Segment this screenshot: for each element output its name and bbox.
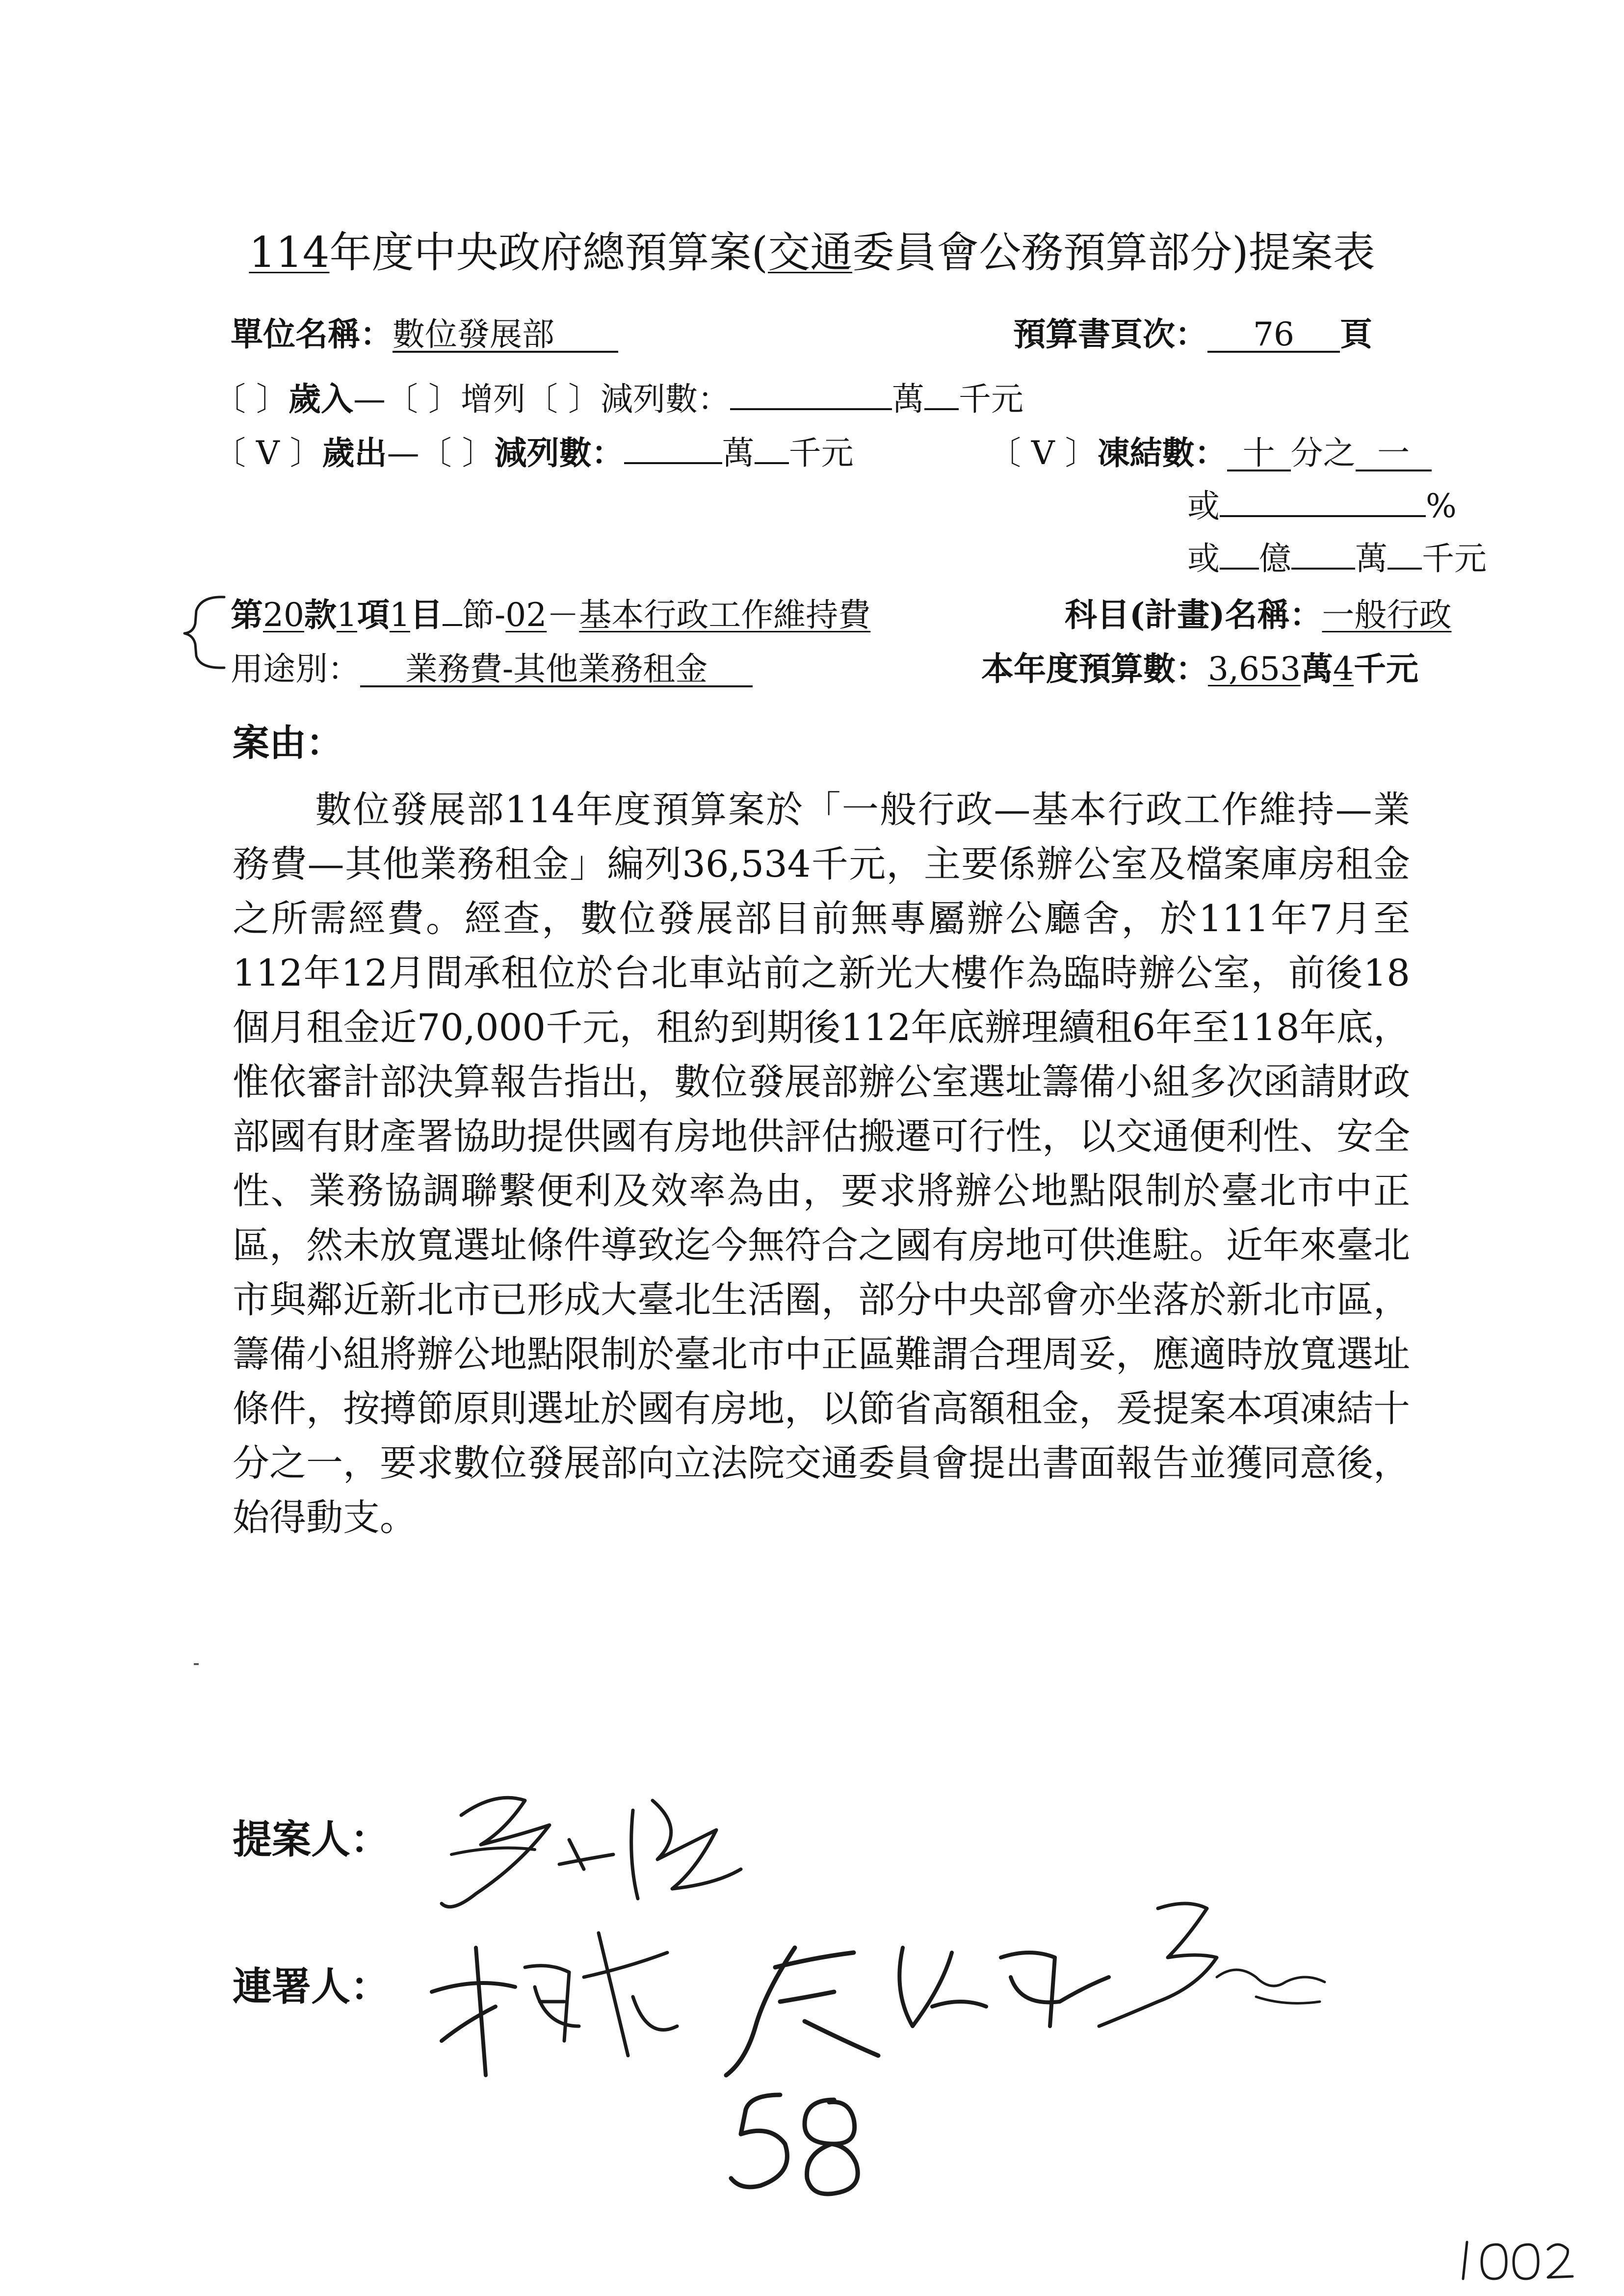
freeze-yi-blank: [1220, 535, 1259, 570]
expense-cut-checkbox: 〔 〕: [419, 434, 495, 472]
expense-cut-label: 減列數：: [494, 434, 624, 472]
page-ref-value: 76: [1207, 318, 1340, 353]
expense-qian-blank: [755, 430, 789, 464]
title-part1: 年度中央政府總預算案(: [329, 228, 768, 277]
freeze-or-label-2: 或: [1187, 540, 1220, 577]
revenue-wan: 萬: [891, 380, 924, 418]
revenue-add-label: 增列: [460, 380, 525, 418]
budget-label: 本年度預算數：: [981, 650, 1208, 688]
expense-wan-blank: [624, 430, 722, 464]
expense-row: [213, 427, 854, 473]
revenue-qian-blank: [924, 376, 959, 410]
budget-row: [981, 643, 1418, 689]
page-title: [0, 218, 1624, 279]
freeze-qian-blank: [1388, 535, 1422, 570]
revenue-checkbox: 〔 〕: [213, 380, 288, 418]
item-name: 基本行政工作維持費: [579, 596, 871, 634]
budget-qian: 千元: [1353, 650, 1418, 688]
freeze-yi: 億: [1259, 540, 1291, 577]
handwritten-corner-number: [1452, 2232, 1580, 2286]
freeze-or-label: 或: [1187, 487, 1220, 525]
revenue-row: [213, 373, 1023, 419]
expense-label: 歲出: [322, 434, 387, 472]
freeze-percent-sign: %: [1426, 487, 1457, 525]
item-bracket: [183, 591, 227, 674]
item-kuan-value: 20: [263, 596, 304, 634]
item-jie-label: 節-: [462, 596, 506, 634]
revenue-qian: 千元: [958, 380, 1023, 418]
revenue-add-checkbox: 〔 〕: [385, 380, 461, 418]
item-xiang-label: 項: [357, 596, 390, 634]
expense-checkbox: 〔 V 〕: [213, 434, 322, 472]
expense-dash: —: [387, 434, 419, 472]
freeze-or-percent-row: [1187, 480, 1457, 526]
freeze-label: 凍結數：: [1097, 434, 1227, 472]
item-mu-value: 1: [389, 596, 410, 634]
freeze-row: [989, 427, 1432, 473]
revenue-wan-blank: [730, 376, 892, 410]
item-di: 第: [231, 596, 263, 634]
budget-wan-value: 3,653: [1208, 650, 1301, 688]
title-year: 114: [249, 228, 330, 277]
revenue-dash: —: [353, 380, 386, 418]
item-kuan-label: 款: [304, 596, 337, 634]
margin-mark: [194, 1663, 199, 1665]
revenue-cut-checkbox: 〔 〕: [525, 380, 601, 418]
freeze-wan-blank: [1291, 535, 1355, 570]
budget-qian-value: 4: [1333, 650, 1354, 688]
item-mu-label: 目: [410, 596, 443, 634]
unit-value: 數位發展部: [393, 318, 618, 353]
freeze-wan: 萬: [1355, 540, 1388, 577]
expense-wan: 萬: [722, 434, 755, 472]
item-code: 02: [505, 596, 547, 634]
usage-value: 業務費-其他業務租金: [360, 653, 753, 687]
budget-wan: 萬: [1300, 650, 1333, 688]
page-ref-row: [1013, 308, 1372, 355]
handwritten-page-number: [721, 2080, 868, 2208]
subject-label: 科目(計畫)名稱：: [1065, 596, 1322, 634]
revenue-cut-label: 減列數：: [600, 380, 730, 418]
cosigner-signatures: [422, 1879, 1379, 2110]
freeze-qian: 千元: [1422, 540, 1487, 577]
freeze-or-amount-row: [1187, 532, 1487, 579]
page-ref-label: 預算書頁次：: [1013, 315, 1207, 353]
cosigner-label: 連署人：: [233, 1963, 390, 2009]
title-committee: 交通: [768, 228, 853, 277]
title-part2: 委員會公務預算部分)提案表: [852, 228, 1375, 277]
freeze-percent-blank: [1220, 483, 1426, 517]
freeze-checkbox: 〔 V 〕: [989, 434, 1098, 472]
item-sep: －: [547, 596, 579, 634]
item-jie-blank: [443, 592, 462, 626]
subject-value: 一般行政: [1322, 596, 1452, 634]
reason-heading: 案由：: [233, 721, 343, 764]
item-xiang-value: 1: [336, 596, 357, 634]
freeze-numerator: 十: [1227, 437, 1291, 471]
unit-name-row: [231, 308, 618, 355]
reason-body: 數位發展部114年度預算案於「一般行政—基本行政工作維持—業務費—其他業務租金」編列36,534千元，主要係辦公室及檔案庫房租金之所需經費。經查，數位發展部目前無專屬辦公廳舍，於111年7月至112年12月間承租位於台北車站前之新光大樓作為臨時辦公室，前後18個月租金近70,000千元，租約到期後112年底辦理續租6年至118年底，惟依審計部決算報告指出，數位發展部辦公室選址籌備小組多次函請財政部國有財產署協助提供國有房地供評估搬遷可行性，以交通便利性、安全性、業務協調聯繫便利及效率為由，要求將辦公地點限制於臺北市中正區，然未放寬選址條件導致迄今無符合之國有房地可供進駐。近年來臺北市與鄰近新北市已形成大臺北生活圈，部分中央部會亦坐落於新北市區，籌備小組將辦公地點限制於臺北市中正區難謂合理周妥，應適時放寬選址條件，按撙節原則選址於國有房地，以節省高額租金，爰提案本項凍結十分之一，要求數位發展部向立法院交通委員會提出書面報告並獲同意後，始得動支。: [233, 788, 1411, 1539]
page-ref-suffix: 頁: [1340, 315, 1372, 353]
subject-row: [1065, 589, 1451, 635]
item-row: [231, 589, 870, 635]
usage-row: [231, 643, 753, 689]
revenue-label: 歲入: [288, 380, 353, 418]
expense-qian: 千元: [788, 434, 854, 472]
proposer-label: 提案人：: [233, 1816, 390, 1862]
usage-label: 用途別：: [231, 650, 360, 688]
unit-label: 單位名稱：: [231, 315, 393, 353]
freeze-mid: 分之: [1290, 434, 1356, 472]
freeze-denominator: 一: [1356, 437, 1432, 471]
